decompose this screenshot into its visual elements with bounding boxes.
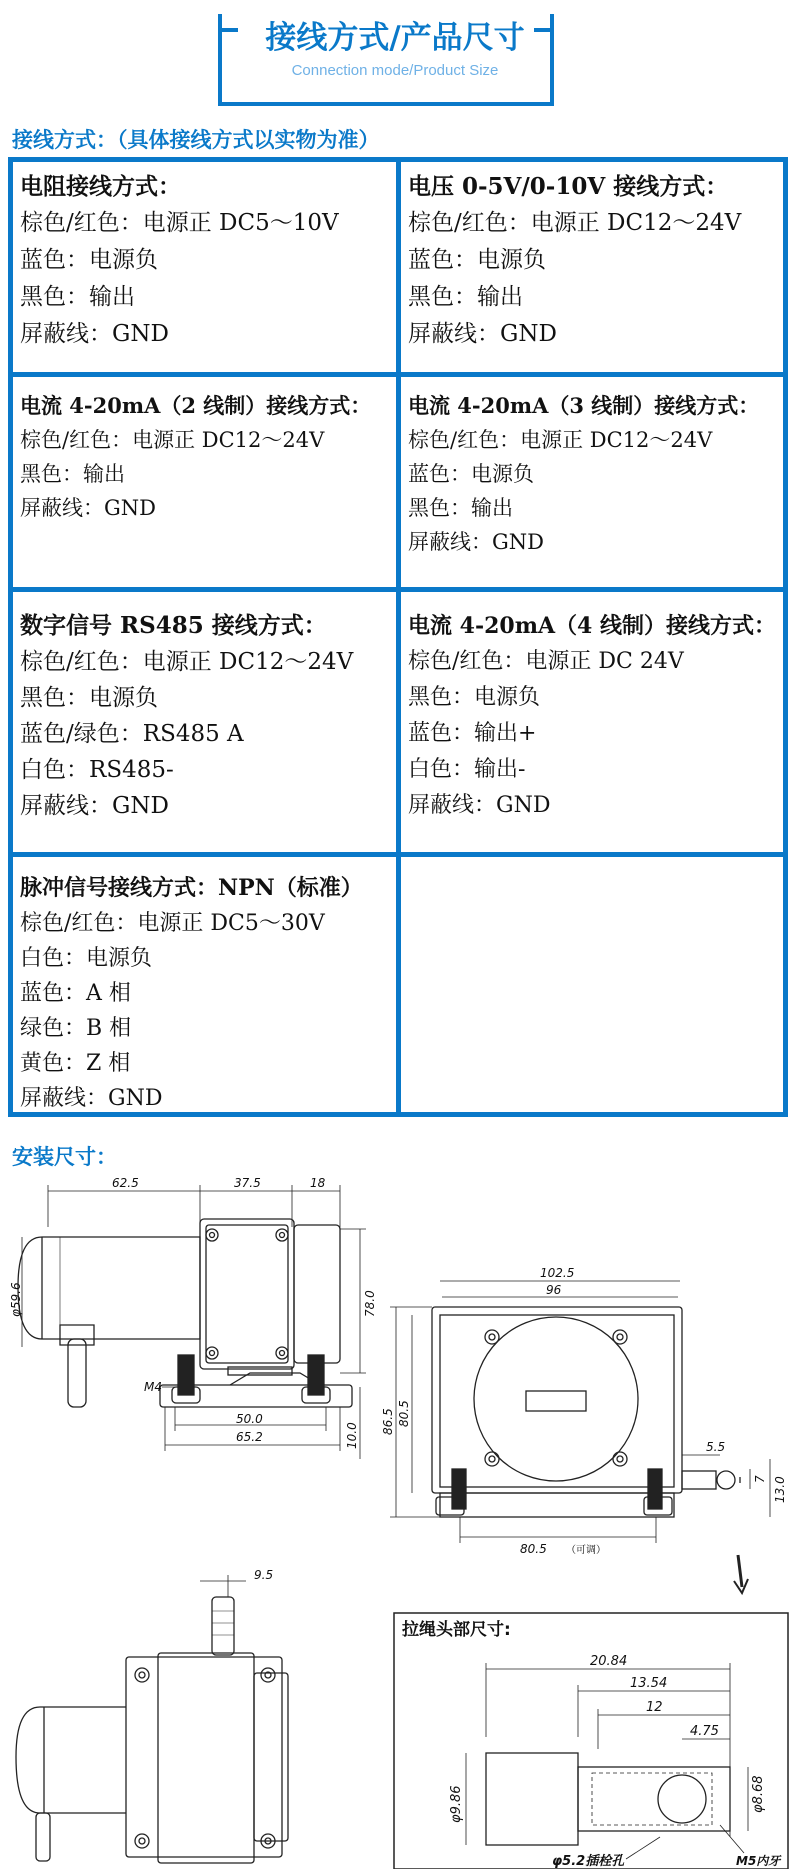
- dim-label: 96: [546, 1283, 562, 1297]
- dim-label: 80.5: [397, 1400, 411, 1427]
- wiring-cell-current-4wire: [401, 592, 783, 852]
- wiring-line: 棕色/红色：电源正 DC 24V: [408, 649, 684, 674]
- wiring-cell-voltage: [401, 162, 783, 372]
- dim-label: 20.84: [590, 1654, 628, 1669]
- wiring-line: 蓝色：输出+: [408, 721, 537, 746]
- installation-drawings: [0, 1177, 790, 1869]
- dim-label: 78.0: [363, 1290, 377, 1317]
- wiring-line: 黑色：输出: [408, 496, 513, 520]
- wiring-cell-pulse: [13, 857, 396, 1112]
- top-view-drawing: [16, 1575, 288, 1863]
- dim-label: φ59.6: [9, 1282, 23, 1317]
- dim-label: 50.0: [236, 1412, 263, 1426]
- dim-label: M5内牙: [736, 1854, 781, 1868]
- wiring-cell-title: 数字信号 RS485 接线方式：: [20, 612, 327, 639]
- install-section-title: 安装尺寸：: [12, 1145, 117, 1169]
- wiring-cell-rs485: [13, 592, 396, 852]
- dim-label: 62.5: [112, 1177, 139, 1190]
- dim-label: 65.2: [236, 1430, 263, 1444]
- wiring-line: 白色：输出-: [408, 757, 526, 782]
- wiring-line: 屏蔽线：GND: [20, 321, 169, 347]
- wiring-line: 棕色/红色：电源正 DC12～24V: [20, 428, 325, 452]
- wiring-cell-current-3wire: [401, 377, 783, 587]
- dim-label: 4.75: [690, 1724, 719, 1739]
- wiring-line: 蓝色：电源负: [20, 247, 158, 273]
- wiring-line: 绿色：B 相: [20, 1016, 132, 1041]
- side-view-drawing: [18, 1185, 366, 1459]
- wiring-cell-title: 电流 4-20mA（2 线制）接线方式：: [20, 393, 372, 418]
- wiring-line: 黑色：电源负: [20, 685, 158, 711]
- dim-label: 13.0: [773, 1476, 787, 1503]
- wiring-line: 屏蔽线：GND: [20, 1086, 163, 1111]
- wiring-line: 棕色/红色：电源正 DC12～24V: [408, 428, 713, 452]
- wiring-line: 蓝色/绿色：RS485 A: [20, 721, 244, 747]
- dim-label: 9.5: [254, 1568, 274, 1582]
- wiring-line: 黑色：输出: [20, 462, 125, 486]
- page-subtitle: Connection mode/Product Size: [291, 62, 499, 79]
- dim-label: M4: [144, 1380, 162, 1394]
- page-title: 接线方式/产品尺寸: [265, 20, 525, 56]
- wiring-line: 白色：RS485-: [20, 757, 174, 783]
- rope-head-title: 拉绳头部尺寸:: [402, 1620, 511, 1640]
- wiring-line: 棕色/红色：电源正 DC5～10V: [20, 210, 339, 236]
- wiring-line: 棕色/红色：电源正 DC5～30V: [20, 911, 325, 936]
- wiring-table: [8, 157, 788, 1117]
- wiring-cell-empty: [401, 857, 783, 1112]
- wiring-cell-resistance: [13, 162, 396, 372]
- wiring-line: 屏蔽线：GND: [20, 496, 156, 520]
- wiring-line: 白色：电源负: [20, 946, 153, 971]
- wiring-line: 屏蔽线：GND: [408, 321, 557, 347]
- dim-label: φ8.68: [751, 1775, 766, 1813]
- dim-label: 18: [310, 1177, 326, 1190]
- wiring-cell-current-2wire: [13, 377, 396, 587]
- dim-label: 12: [646, 1700, 663, 1715]
- dim-label: φ5.2插栓孔: [552, 1854, 625, 1869]
- dim-note: （可调）: [566, 1545, 606, 1556]
- wiring-line: 棕色/红色：电源正 DC12～24V: [408, 210, 742, 236]
- wiring-line: 棕色/红色：电源正 DC12～24V: [20, 649, 354, 675]
- wiring-cell-title: 电流 4-20mA（3 线制）接线方式：: [408, 393, 760, 418]
- wiring-line: 黄色：Z 相: [20, 1051, 131, 1076]
- wiring-cell-title: 电阻接线方式：: [20, 173, 181, 200]
- dim-label: 102.5: [540, 1266, 575, 1280]
- wiring-line: 黑色：输出: [20, 284, 135, 310]
- dim-label: 5.5: [706, 1440, 726, 1454]
- dim-label: 86.5: [381, 1408, 395, 1435]
- dim-label: 37.5: [234, 1177, 261, 1190]
- wiring-section-title: 接线方式：（具体接线方式以实物为准）: [12, 128, 380, 152]
- wiring-cell-title: 脉冲信号接线方式：NPN（标准）: [20, 875, 363, 901]
- wiring-line: 黑色：输出: [408, 284, 523, 310]
- dim-label: φ9.86: [449, 1785, 464, 1823]
- front-view-drawing: [390, 1281, 770, 1543]
- wiring-cell-title: 电流 4-20mA（4 线制）接线方式：: [408, 613, 777, 639]
- wiring-line: 蓝色：电源负: [408, 462, 534, 486]
- dim-label: 80.5: [520, 1542, 547, 1556]
- dim-label: 10.0: [345, 1422, 359, 1449]
- wiring-line: 屏蔽线：GND: [408, 530, 544, 554]
- wiring-line: 屏蔽线：GND: [408, 793, 551, 818]
- wiring-cell-title: 电压 0-5V/0-10V 接线方式：: [408, 173, 729, 200]
- dim-label: 13.54: [630, 1676, 668, 1691]
- dim-label: 7: [753, 1475, 767, 1483]
- wiring-line: 蓝色：电源负: [408, 247, 546, 273]
- rope-head-drawing: [394, 1613, 788, 1869]
- wiring-line: 黑色：电源负: [408, 685, 541, 710]
- wiring-line: 蓝色：A 相: [20, 981, 131, 1006]
- wiring-line: 屏蔽线：GND: [20, 793, 169, 819]
